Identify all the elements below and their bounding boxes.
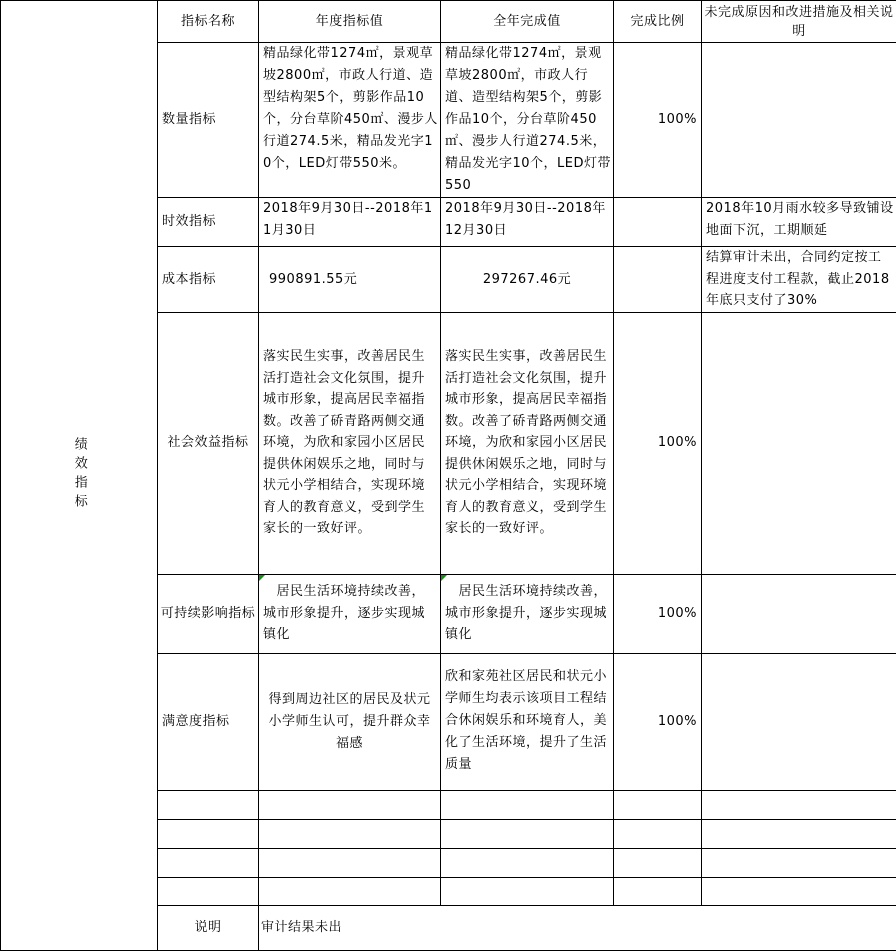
row-actual: 落实民生实事，改善居民生活打造社会文化氛围，提升城市形象，提高居民幸福指数。改善了硚青路两侧交通环境，为欣和家园小区居民提供休闲娱乐之地，同时与状元小学相结合，实现环境育人的教育意义，受到学生家长的一致好评。 xyxy=(441,312,614,574)
row-reason xyxy=(702,43,896,198)
empty-cell xyxy=(614,877,702,905)
row-target: 990891.55元 xyxy=(259,247,441,313)
footer-label: 说明 xyxy=(158,905,259,950)
row-actual: 欣和家苑社区居民和状元小学师生均表示该项目工程结合休闲娱乐和环境育人，美化了生活环境，提升了生活质量 xyxy=(441,653,614,790)
empty-cell xyxy=(614,819,702,848)
empty-cell xyxy=(702,819,896,848)
header-target: 年度指标值 xyxy=(259,1,441,43)
row-name: 满意度指标 xyxy=(158,653,259,790)
row-name: 时效指标 xyxy=(158,198,259,247)
empty-cell xyxy=(259,877,441,905)
row-reason: 2018年10月雨水较多导致铺设地面下沉，工期顺延 xyxy=(702,198,896,247)
row-actual: 297267.46元 xyxy=(441,247,614,313)
row-target: 2018年9月30日--2018年11月30日 xyxy=(259,198,441,247)
row-reason xyxy=(702,653,896,790)
empty-cell xyxy=(441,848,614,877)
row-actual: 精品绿化带1274㎡，景观草坡2800㎡，市政人行道、造型结构架5个，剪影作品10个，分台草阶450㎡、漫步人行道274.5米，精品发光字10个，LED灯带550 xyxy=(441,43,614,198)
row-ratio: 100% xyxy=(614,574,702,653)
header-actual: 全年完成值 xyxy=(441,1,614,43)
empty-cell xyxy=(158,877,259,905)
empty-cell xyxy=(702,848,896,877)
footer-value: 审计结果未出 xyxy=(259,905,896,950)
row-reason xyxy=(702,312,896,574)
row-name: 可持续影响指标 xyxy=(158,574,259,653)
row-target: 精品绿化带1274㎡，景观草坡2800㎡，市政人行道、造型结构架5个，剪影作品10个，分台草阶450㎡、漫步人行道274.5米，精品发光字10个，LED灯带550米。 xyxy=(259,43,441,198)
empty-cell xyxy=(158,848,259,877)
header-name: 指标名称 xyxy=(158,1,259,43)
empty-cell xyxy=(702,790,896,819)
row-ratio: 100% xyxy=(614,312,702,574)
row-ratio: 100% xyxy=(614,653,702,790)
row-reason: 结算审计未出，合同约定按工程进度支付工程款，截止2018年底只支付了30% xyxy=(702,247,896,313)
empty-cell xyxy=(441,819,614,848)
category-cell xyxy=(1,1,158,951)
category-label: 绩效指标 xyxy=(68,437,90,513)
empty-cell xyxy=(259,819,441,848)
row-target: 落实民生实事，改善居民生活打造社会文化氛围，提升城市形象，提高居民幸福指数。改善了硚青路两侧交通环境，为欣和家园小区居民提供休闲娱乐之地，同时与状元小学相结合，实现环境育人的教育意义，受到学生家长的一致好评。 xyxy=(259,312,441,574)
row-name: 数量指标 xyxy=(158,43,259,198)
row-ratio: 100% xyxy=(614,43,702,198)
header-ratio: 完成比例 xyxy=(614,1,702,43)
row-reason xyxy=(702,574,896,653)
empty-cell xyxy=(158,819,259,848)
row-ratio xyxy=(614,247,702,313)
empty-cell xyxy=(158,790,259,819)
row-target: 得到周边社区的居民及状元小学师生认可，提升群众幸福感 xyxy=(259,653,441,790)
row-name: 社会效益指标 xyxy=(158,312,259,574)
empty-cell xyxy=(259,848,441,877)
row-actual: 2018年9月30日--2018年12月30日 xyxy=(441,198,614,247)
row-ratio xyxy=(614,198,702,247)
empty-cell xyxy=(702,877,896,905)
row-target: 居民生活环境持续改善，城市形象提升，逐步实现城镇化 xyxy=(259,574,441,653)
header-reason: 未完成原因和改进措施及相关说明 xyxy=(702,1,896,43)
empty-cell xyxy=(259,790,441,819)
empty-cell xyxy=(614,848,702,877)
empty-cell xyxy=(614,790,702,819)
row-name: 成本指标 xyxy=(158,247,259,313)
header-row xyxy=(1,1,896,43)
empty-cell xyxy=(441,877,614,905)
row-actual: 居民生活环境持续改善，城市形象提升，逐步实现城镇化 xyxy=(441,574,614,653)
empty-cell xyxy=(441,790,614,819)
